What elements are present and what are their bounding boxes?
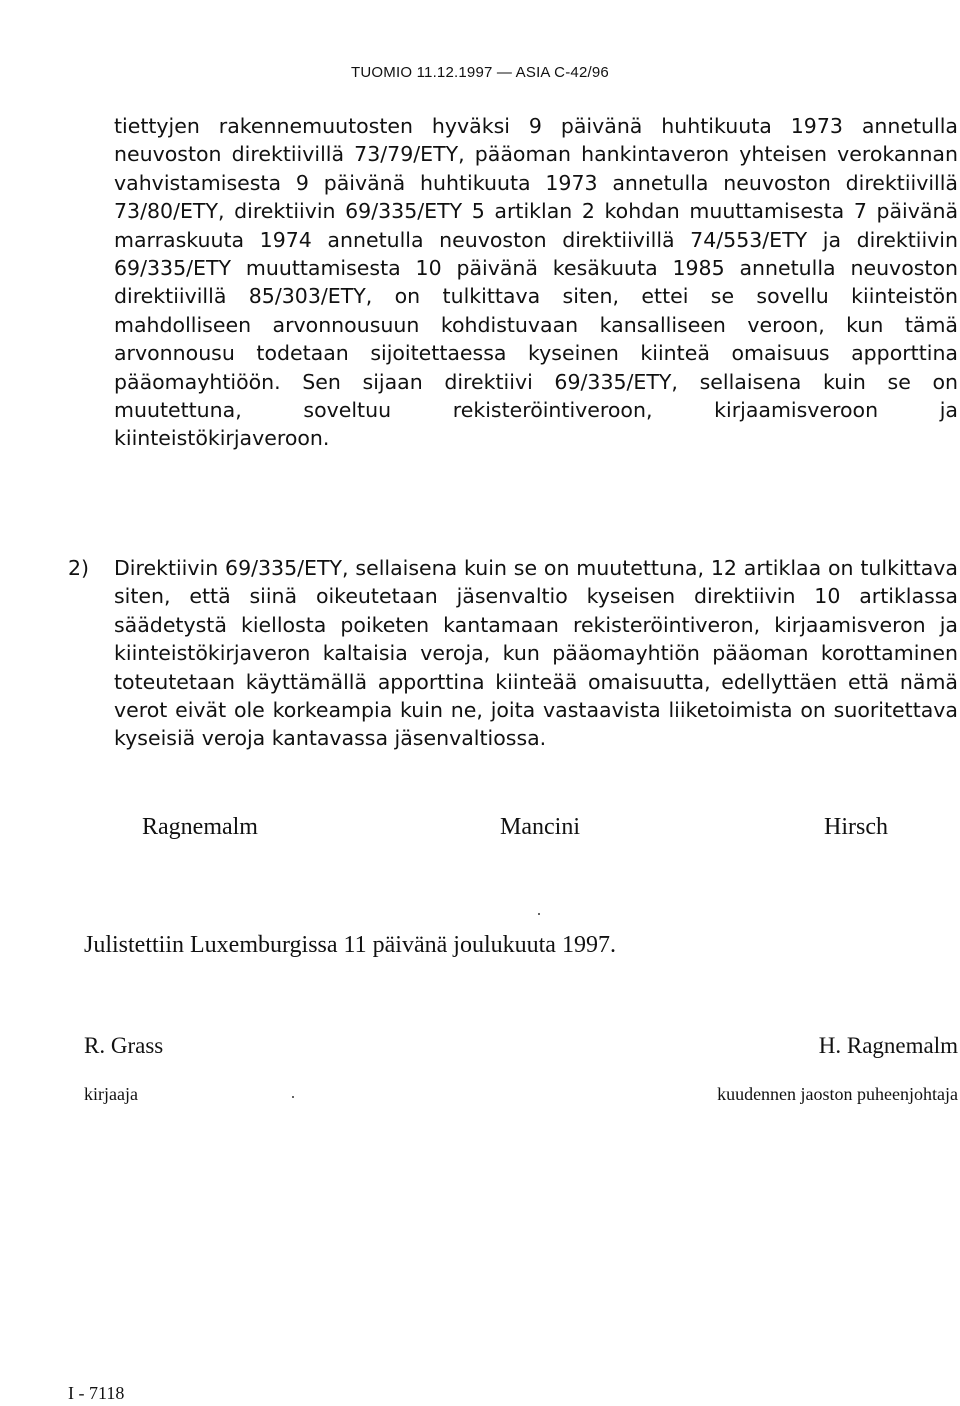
scan-speck (538, 913, 540, 915)
signature-registrar: R. Grass (84, 1033, 164, 1058)
page-header: TUOMIO 11.12.1997 — ASIA C-42/96 (351, 64, 609, 81)
judge-name: Hirsch (824, 814, 888, 840)
paragraph-2-number: 2) (68, 556, 90, 580)
signature-president: H. Ragnemalm (818, 1033, 958, 1058)
judge-name: Ragnemalm (142, 814, 258, 840)
role-registrar: kirjaaja (84, 1084, 138, 1104)
paragraph-2: Direktiivin 69/335/ETY, sellaisena kuin se on muutettuna, 12 artiklaa on tulkittava siten, että siinä oikeutetaan jäsenvaltio kyseisen direktiivin 10 artiklassa säädetystä kiellosta poiketen kantamaan rekisteröintiveron, kirjaamisveron ja kiinteistökirjaveron kaltaisia veroja, kun pääomayhtiön pääoman korottaminen toteutetaan käyttämällä apporttina kiinteää omaisuutta, edellyttäen että nämä verot eivät ole korkeampia kuin ne, joita vastaavista liiketoimista on suoritettava kyseisiä veroja kantavassa jäsenvaltiossa. (114, 556, 958, 751)
paragraph-1: tiettyjen rakennemuutosten hyväksi 9 päivänä huhtikuuta 1973 annetulla neuvoston direktiivillä 73/79/ETY, pääoman hankintaveron yhteisen verokannan vahvistamisesta 9 päivänä huhtikuuta 1973 annetulla neuvoston direktiivillä 73/80/ETY, direktiivin 69/335/ETY 5 artiklan 2 kohdan muuttamisesta 7 päivänä marraskuuta 1974 annetulla neuvoston direktiivillä 74/553/ETY ja direktiivin 69/335/ETY muuttamisesta 10 päivänä kesäkuuta 1985 annetulla neuvoston direktiivillä 85/303/ETY, on tulkittava siten, ettei se sovellu kiinteistön mahdolliseen arvonnousuun kohdistuvaan kansalliseen veroon, kun tämä arvonnousu todetaan sijoitettaessa kyseinen kiinteä omaisuus apporttina pääomayhtiöön. Sen sijaan direktiivi 69/335/ETY, sellaisena kuin se on muutettuna, soveltuu rekisteröintiveroon, kirjaamisveroon ja kiinteistökirjaveroon. (114, 114, 958, 451)
page-number: I - 7118 (68, 1383, 125, 1403)
pronouncement: Julistettiin Luxemburgissa 11 päivänä joulukuuta 1997. (84, 932, 616, 958)
role-president: kuudennen jaoston puheenjohtaja (717, 1084, 958, 1104)
scan-speck (292, 1096, 294, 1098)
judge-name: Mancini (500, 814, 580, 840)
